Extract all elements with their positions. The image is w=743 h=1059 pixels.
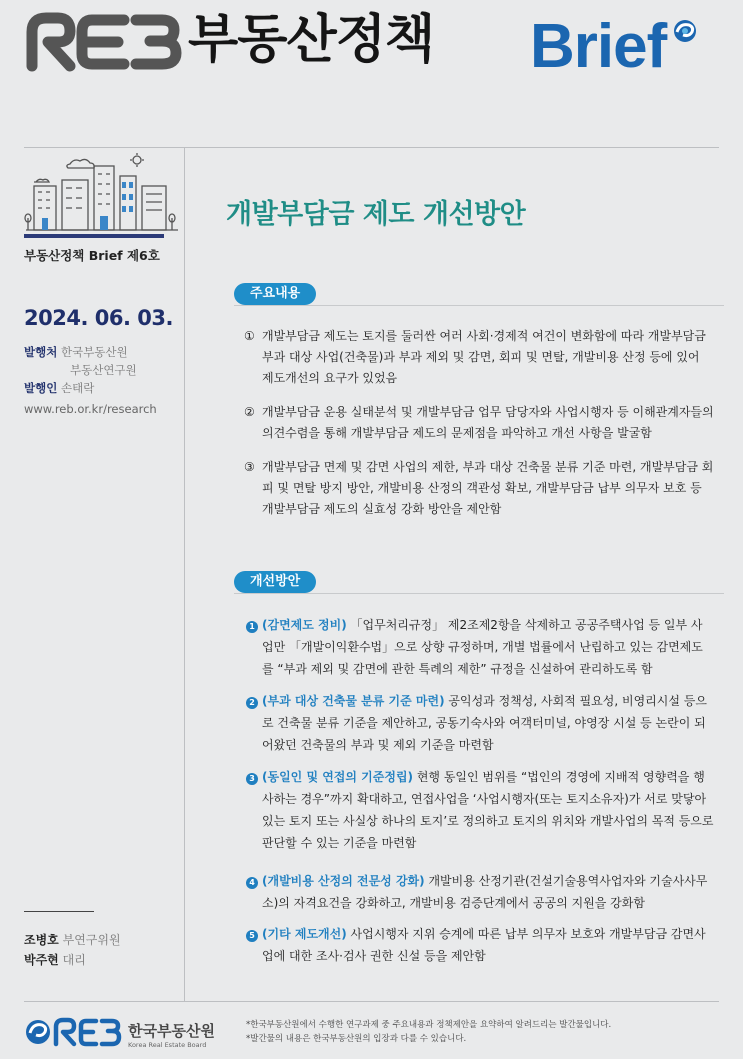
- author-name: 박주현: [24, 953, 59, 967]
- improvement-item: [246, 766, 714, 854]
- footer-divider: [24, 1001, 719, 1002]
- number-circle-icon: 5: [246, 930, 258, 942]
- number-circle-icon: 3: [246, 773, 258, 785]
- footer-notes: [246, 1018, 611, 1046]
- summary-number: ②: [244, 405, 255, 419]
- summary-text: 개발부담금 면제 및 감면 사업의 제한, 부과 대상 건축물 분류 기준 마련, 개발부담금 회피 및 면탈 방지 방안, 개발비용 산정의 객관성 확보, 개발부담금 납부 의무자 보호 등 개발부담금 제도의 실효성 강화 방안을 제안함: [262, 460, 714, 516]
- publication-date: 2024. 06. 03.: [24, 306, 173, 330]
- issue-number: 부동산정책 Brief 제6호: [24, 248, 160, 263]
- issuer-label: 발행인: [24, 381, 58, 395]
- reb-logo: [24, 10, 182, 72]
- improvement-text: 「업무처리규정」 제2조제2항을 삭제하고 공공주택사업 등 일부 사업만 「개발이익환수법」으로 상향 규정하며, 개별 법률에서 난립하고 있는 감면제도를 “부과 제외 및 감면에 관한 특례의 제한” 규정을 신설하여 관리하도록 함: [262, 618, 703, 676]
- city-illustration-icon: [22, 152, 182, 232]
- publisher-name: 한국부동산원: [60, 345, 128, 359]
- improvement-text: 공익성과 정책성, 사회적 필요성, 비영리시설 등으로 건축물 분류 기준을 제안하고, 공동기숙사와 여객터미널, 야영장 시설 등 논란이 되어왔던 건축물의 부과 및 제외 기준을 마련함: [262, 694, 707, 752]
- footer-org-english: Korea Real Estate Board: [128, 1041, 207, 1049]
- summary-number: ③: [244, 460, 255, 474]
- summary-section-label: 주요내용: [234, 283, 316, 305]
- authors-list: [24, 930, 121, 970]
- header-divider: [24, 147, 719, 148]
- sidebar-accent-bar: [24, 234, 164, 238]
- number-circle-icon: 2: [246, 697, 258, 709]
- improvement-text: 사업시행자 지위 승계에 따른 납부 의무자 보호와 개발부담금 감면사업에 대한 조사·검사 권한 신설 등을 제안함: [262, 927, 706, 963]
- footer-note: *발간물의 내용은 한국부동산원의 입장과 다를 수 있습니다.: [246, 1034, 467, 1044]
- footer-reb-logo: [24, 1014, 234, 1050]
- improvement-heading: (동일인 및 연접의 기준정립): [262, 770, 414, 784]
- publisher-dept: 부동산연구원: [70, 363, 137, 377]
- improvement-heading: (기타 제도개선): [262, 927, 347, 941]
- footer-org-name: 한국부동산원: [128, 1022, 215, 1040]
- summary-number: ①: [244, 329, 255, 343]
- summary-item: [244, 326, 714, 389]
- improvement-heading: (부과 대상 건축물 분류 기준 마련): [262, 694, 445, 708]
- authors-divider: [24, 911, 94, 912]
- research-url-link[interactable]: www.reb.or.kr/research: [24, 402, 157, 416]
- footer-note: *한국부동산원에서 수행한 연구과제 중 주요내용과 정책제안을 요약하여 알려드리는 발간물입니다.: [246, 1020, 612, 1030]
- publication-title: 부동산정책: [188, 10, 435, 70]
- summary-item: [244, 402, 714, 444]
- author-name: 조병호: [24, 933, 59, 947]
- improvement-item: [246, 923, 714, 967]
- improvements-underline: [234, 593, 724, 594]
- summary-item: [244, 457, 714, 520]
- number-circle-icon: 4: [246, 877, 258, 889]
- issuer-name: 손태락: [60, 381, 95, 395]
- improvement-item: [246, 690, 714, 756]
- summary-text: 개발부담금 운용 실태분석 및 개발부담금 업무 담당자와 사업시행자 등 이해관계자들의 의견수렴을 통해 개발부담금 제도의 문제점을 파악하고 개선 사항을 발굴함: [262, 405, 714, 440]
- improvement-text: 개발비용 산정기관(건설기술용역사업자와 기술사사무소)의 자격요건을 강화하고, 개발비용 검증단계에서 공공의 지원을 강화함: [262, 874, 708, 910]
- summary-text: 개발부담금 제도는 토지를 둘러싼 여러 사회·경제적 여건이 변화함에 따라 개발부담금 부과 대상 사업(건축물)과 부과 제외 및 감면, 회피 및 면탈, 개발비용 산정 등에 있어 제도개선의 요구가 있었음: [262, 329, 706, 385]
- improvement-item: [246, 870, 714, 914]
- article-title: 개발부담금 제도 개선방안: [226, 199, 526, 230]
- improvement-heading: (개발비용 산정의 전문성 강화): [262, 874, 425, 888]
- improvement-text: 현행 동일인 범위를 “법인의 경영에 지배적 영향력을 행사하는 경우”까지 확대하고, 연접사업을 ‘사업시행자(또는 토지소유자)가 서로 맞닿아 있는 토지 또는 사실상 하나의 토지’로 정의하고 토지의 위치와 개발사업의 목적 등으로 판단할 수 있는 기준을 마련함: [262, 770, 714, 850]
- improvement-heading: (감면제도 정비): [262, 618, 347, 632]
- publisher-label: 발행처: [24, 345, 58, 359]
- author-role: 대리: [62, 953, 86, 967]
- number-circle-icon: 1: [246, 621, 258, 633]
- reb-logo-text: REB: [24, 10, 27, 11]
- summary-underline: [234, 305, 724, 306]
- improvements-section-label: 개선방안: [234, 571, 316, 593]
- swirl-icon: [672, 18, 698, 44]
- improvement-item: [246, 614, 714, 680]
- sidebar-divider: [184, 148, 185, 1001]
- brief-wordmark: Brief: [530, 12, 667, 81]
- publisher-info: [24, 343, 137, 397]
- author-role: 부연구위원: [62, 933, 121, 947]
